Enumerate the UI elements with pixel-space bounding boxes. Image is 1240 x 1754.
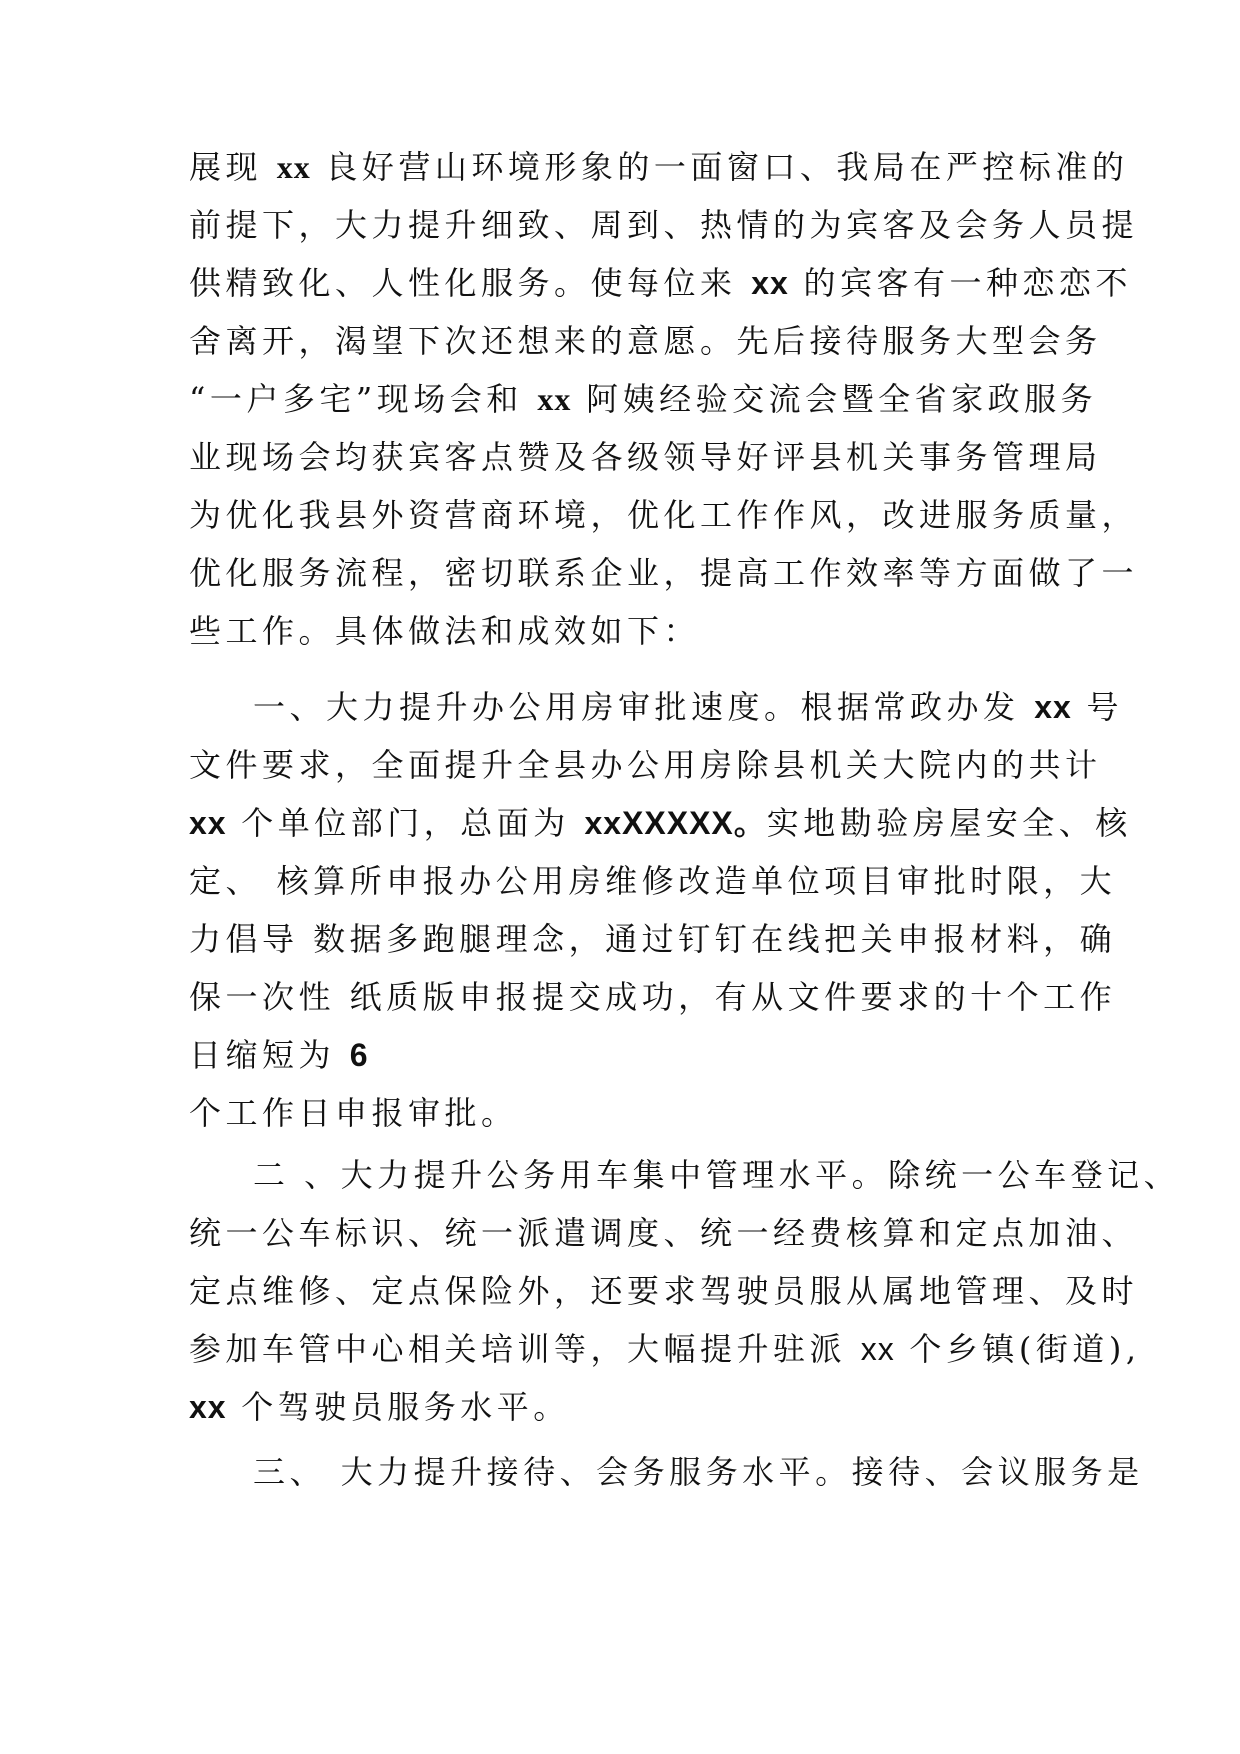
text-line: 舍离开，渴望下次还想来的意愿。先后接待服务大型会务: [189, 322, 1102, 360]
paragraph-section-two: [189, 1146, 1181, 1436]
text-line: 优化服务流程，密切联系企业，提高工作效率等方面做了一: [189, 554, 1139, 592]
text-line: 定点维修、定点保险外，还要求驾驶员服从属地管理、及时: [189, 1272, 1139, 1310]
text-line: xx 个单位部门，总面为 xxXXXXX。实地勘验房屋安全、核: [189, 804, 1132, 842]
text-line: 为优化我县外资营商环境，优化工作作风，改进服务质量，: [189, 496, 1139, 534]
text-line: 个工作日申报审批。: [189, 1094, 518, 1132]
section-heading-one: 一、大力提升办公用房审批速度。根据常政办发 xx 号: [253, 688, 1123, 726]
paragraph-section-one: [189, 678, 1132, 1142]
paragraph-section-three: [189, 1443, 1144, 1501]
text-line: 供精致化、人性化服务。使每位来 xx 的宾客有一种恋恋不: [189, 264, 1132, 302]
paragraph-intro: [189, 138, 1139, 660]
section-heading-two: 二 、大力提升公务用车集中管理水平。除统一公车登记、: [253, 1156, 1181, 1194]
text-line: xx 个驾驶员服务水平。: [189, 1388, 570, 1426]
text-line: 展现 xx 良好营山环境形象的一面窗口、我局在严控标准的: [189, 148, 1129, 186]
text-line: “一户多宅”现场会和 xx 阿姨经验交流会暨全省家政服务: [189, 380, 1098, 418]
text-line: 业现场会均获宾客点赞及各级领导好评县机关事务管理局: [189, 438, 1102, 476]
text-line: 力倡导 数据多跑腿理念，通过钉钉在线把关申报材料，确: [189, 920, 1117, 958]
text-line: 定、 核算所申报办公用房维修改造单位项目审批时限，大: [189, 862, 1117, 900]
text-line: 前提下，大力提升细致、周到、热情的为宾客及会务人员提: [189, 206, 1139, 244]
text-line: 参加车管中心相关培训等，大幅提升驻派 xx 个乡镇(街道),: [189, 1330, 1141, 1368]
text-line: 些工作。具体做法和成效如下：: [189, 612, 701, 650]
text-line: 保一次性 纸质版申报提交成功，有从文件要求的十个工作: [189, 978, 1117, 1016]
text-line: 统一公车标识、统一派遣调度、统一经费核算和定点加油、: [189, 1214, 1139, 1252]
text-line: 文件要求，全面提升全县办公用房除县机关大院内的共计: [189, 746, 1102, 784]
text-line: 日缩短为 6: [189, 1036, 369, 1074]
section-heading-three: 三、 大力提升接待、会务服务水平。接待、会议服务是: [253, 1453, 1144, 1491]
